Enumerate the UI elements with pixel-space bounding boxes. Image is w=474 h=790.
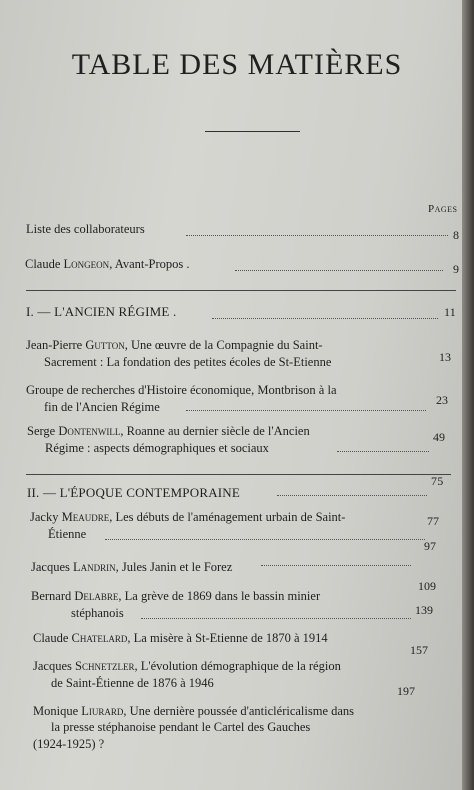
leader-dots: [235, 270, 443, 271]
page-number: 77: [427, 514, 439, 528]
page-number: 97: [424, 539, 436, 553]
page-number: 49: [433, 430, 445, 444]
toc-entry: Claude Chatelard, La misère à St-Etienne de 1870 à 1914 139: [33, 603, 433, 645]
author-name: Meaudre: [61, 510, 110, 524]
toc-entry: Jacky Meaudre, Les débuts de l'aménagement urbain de Saint- Étienne 77: [30, 510, 439, 541]
leader-dots: [212, 318, 438, 319]
page-number: 9: [453, 262, 459, 276]
page-number: 8: [453, 228, 459, 242]
page-number: 23: [436, 393, 448, 407]
page-number: 157: [410, 643, 428, 657]
section-heading: II. — L'ÉPOQUE CONTEMPORAINE 75: [27, 474, 444, 500]
page-number: 75: [431, 474, 444, 488]
author-name: Schnetzler: [75, 659, 135, 673]
section-heading: I. — L'ANCIEN RÉGIME . 11: [26, 304, 456, 319]
page-number: 139: [415, 603, 433, 617]
author-name: Gutton: [85, 338, 125, 352]
title-rule: [205, 131, 300, 132]
pages-column-header: Pages: [428, 203, 458, 215]
toc-entry: Bernard Delabre, La grève de 1869 dans le bassin minier stéphanois 109: [31, 579, 436, 620]
entry-title: , Avant-Propos .: [109, 257, 190, 271]
toc-entry: Serge Dontenwill, Roanne au dernier siècle de l'Ancien Régime : aspects démographiques et sociaux 49: [27, 424, 445, 455]
leader-dots: [105, 539, 425, 540]
toc-entry: Groupe de recherches d'Histoire économique, Montbrison à la fin de l'Ancien Régime 23: [26, 383, 448, 414]
toc-entry: Jean-Pierre Gutton, Une œuvre de la Compagnie du Saint- Sacrement : La fondation des petites écoles de St-Etienne 13: [26, 338, 451, 369]
author-name: Longeon: [63, 257, 110, 271]
author-name: Landrin: [73, 560, 116, 574]
section-divider: [26, 474, 451, 475]
entry-text: Liste des collaborateurs: [26, 222, 145, 236]
page-number: 197: [397, 684, 415, 698]
toc-entry: Jacques Schnetzler, L'évolution démographique de la région de Saint-Étienne de 1876 à 1946 157: [33, 643, 428, 690]
toc-entry: Jacques Landrin, Jules Janin et le Forez 97: [31, 539, 436, 574]
page-number: 11: [444, 305, 456, 319]
toc-entry: [26, 221, 466, 242]
page-number: 109: [418, 579, 436, 593]
author-name: Delabre: [74, 589, 119, 603]
toc-entry: Monique Liurard, Une dernière poussée d'anticléricalisme dans la presse stéphanoise pendant le Cartel des Gauches (1924-1925) ? 197: [33, 684, 415, 751]
author-name: Dontenwill: [58, 424, 121, 438]
author-name: Liurard: [81, 704, 124, 718]
author-first: Claude: [25, 257, 64, 271]
leader-dots: [186, 235, 448, 236]
page-title: TABLE DES MATIÈRES: [71, 48, 403, 81]
leader-dots: [186, 410, 426, 411]
leader-dots: [277, 495, 427, 496]
leader-dots: [337, 451, 429, 452]
page-number: 13: [439, 350, 451, 364]
toc-entry: [25, 256, 465, 274]
leader-dots: [261, 565, 411, 566]
page-edge: [462, 0, 474, 790]
section-divider: [26, 290, 456, 291]
author-name: Chatelard: [71, 631, 128, 645]
leader-dots: [141, 618, 411, 619]
